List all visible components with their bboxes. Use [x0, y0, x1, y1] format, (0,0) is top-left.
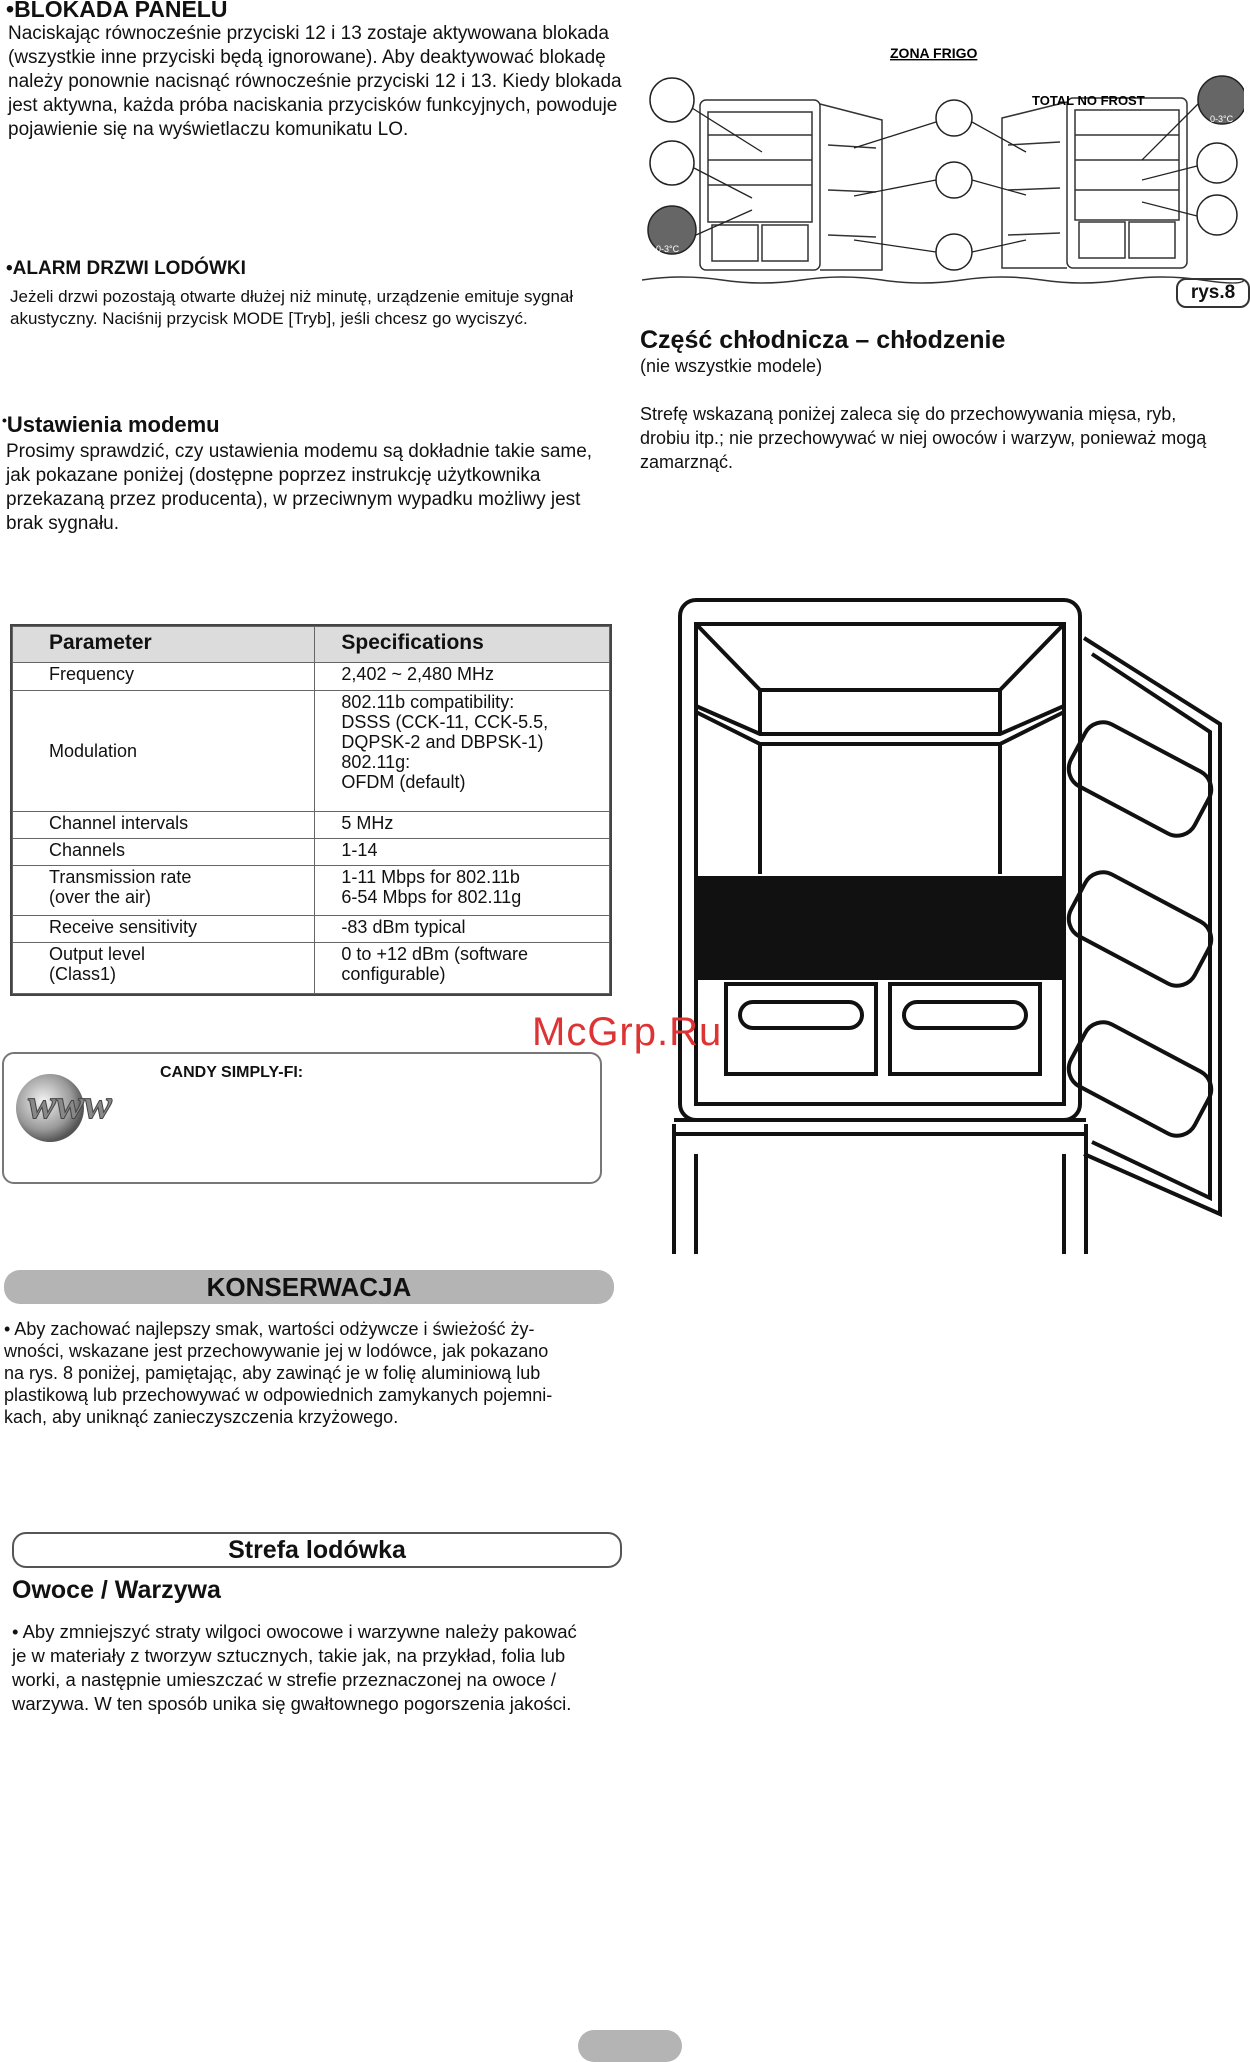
food-icon	[1197, 143, 1237, 183]
food-icon	[650, 141, 694, 185]
fridge-illustration	[640, 594, 1240, 1254]
modem-heading: •Ustawienia modemu	[2, 412, 220, 437]
strefa-paragraph	[12, 1620, 632, 1716]
alarm-paragraph	[10, 286, 630, 330]
www-globe-logo	[8, 1060, 158, 1150]
text-line: worki, a następnie umieszczać w strefie przeznaczonej na owoce /	[12, 1669, 556, 1690]
food-icon	[936, 100, 972, 136]
spec-cell: DSSS (CCK-11, CCK-5.5,	[341, 711, 549, 732]
table-header-row	[13, 627, 610, 663]
text-line: brak sygnału.	[6, 513, 120, 534]
header-specifications: Specifications	[315, 627, 610, 663]
czesc-heading: Część chłodnicza – chłodzenie	[640, 326, 1006, 354]
text-line: Naciskając równocześnie przyciski 12 i 13 zostaje aktywowana blokada	[8, 23, 609, 44]
table-row	[13, 943, 610, 994]
table-row	[13, 916, 610, 943]
spec-cell: 802.11b compatibility:	[341, 691, 515, 712]
table-row	[13, 690, 610, 811]
param-cell: Channel intervals	[49, 812, 189, 833]
text-line: należy ponownie nacisnąć równocześnie przyciski 12 i 13. Kiedy blokada	[8, 71, 622, 92]
konserwacja-heading: KONSERWACJA	[4, 1270, 614, 1304]
bullet-icon: •	[6, 258, 13, 279]
fruit-icon	[936, 234, 972, 270]
alarm-heading: •ALARM DRZWI LODÓWKI	[6, 258, 246, 279]
param-cell: Channels	[49, 839, 126, 860]
text-line: zamarznąć.	[640, 452, 734, 472]
spec-table-frame	[10, 624, 612, 996]
spec-cell: 2,402 ~ 2,480 MHz	[341, 664, 495, 685]
spec-cell: 5 MHz	[341, 812, 394, 833]
text-line: wności, wskazane jest przechowywanie jej w lodówce, jak pokazano	[4, 1341, 549, 1361]
text-line: Jeżeli drzwi pozostają otwarte dłużej niż minutę, urządzenie emituje sygnał	[10, 287, 574, 306]
total-no-frost-label: TOTAL NO FROST	[1032, 93, 1145, 108]
spec-cell: 1-14	[341, 839, 378, 860]
temp-label-right: 0-3°C	[1210, 114, 1234, 124]
text-line: kach, aby uniknąć zanieczyszczenia krzyżowego.	[4, 1407, 399, 1427]
strefa-subtitle: Owoce / Warzywa	[12, 1576, 221, 1604]
page-number-pill	[578, 2030, 682, 2062]
param-cell: Output level	[49, 944, 146, 965]
strefa-heading: Strefa lodówka	[12, 1532, 622, 1568]
spec-cell: 6-54 Mbps for 802.11g	[341, 886, 522, 907]
param-cell: Modulation	[49, 740, 138, 761]
czesc-paragraph	[640, 402, 1250, 474]
spec-cell: -83 dBm typical	[341, 917, 466, 938]
text-line: Prosimy sprawdzić, czy ustawienia modemu są dokładnie takie same,	[6, 441, 593, 462]
spec-table	[12, 626, 610, 994]
food-icon	[650, 78, 694, 122]
watermark-text: McGrp.Ru	[532, 1010, 723, 1054]
param-cell: (Class1)	[49, 964, 117, 985]
simplyfi-label: CANDY SIMPLY-FI:	[160, 1064, 304, 1081]
fridge-zones-figure	[642, 30, 1244, 300]
bottle-icon	[936, 162, 972, 198]
text-line: przekazaną przez producenta), w przeciwnym wypadku możliwy jest	[6, 489, 581, 510]
text-line: jak pokazane poniżej (dostępne poprzez instrukcję użytkownika	[6, 465, 541, 486]
param-cell: Frequency	[49, 664, 135, 685]
header-parameter: Parameter	[13, 627, 315, 663]
simplyfi-box	[2, 1052, 602, 1184]
text-line: • Aby zmniejszyć straty wilgoci owocowe i warzywne należy pakować	[12, 1621, 577, 1642]
blokada-paragraph	[8, 22, 628, 142]
text-line: Strefę wskazaną poniżej zaleca się do przechowywania mięsa, ryb,	[640, 404, 1177, 424]
param-cell: Transmission rate	[49, 866, 192, 887]
spec-cell: 802.11g:	[341, 751, 411, 772]
table-row	[13, 838, 610, 865]
text-line: jest aktywna, każda próba naciskania przycisków funkcyjnych, powoduje	[8, 95, 618, 116]
food-icon	[1197, 195, 1237, 235]
param-cell: (over the air)	[49, 886, 152, 907]
spec-cell: 1-11 Mbps for 802.11b	[341, 866, 520, 887]
figure-label: rys.8	[1176, 278, 1250, 308]
table-row	[13, 811, 610, 838]
text-line: • Aby zachować najlepszy smak, wartości odżywcze i świeżość ży-	[4, 1319, 535, 1339]
konserwacja-paragraph	[4, 1318, 624, 1428]
spec-cell: DQPSK-2 and DBPSK-1)	[341, 731, 544, 752]
spec-cell: configurable)	[341, 964, 446, 985]
modem-paragraph	[6, 440, 626, 536]
www-logo-text: www	[28, 1082, 113, 1128]
zona-frigo-label: ZONA FRIGO	[890, 45, 978, 61]
param-cell: Receive sensitivity	[49, 917, 198, 938]
spec-cell: OFDM (default)	[341, 771, 466, 792]
czesc-subtitle: (nie wszystkie modele)	[640, 356, 823, 376]
spec-cell: 0 to +12 dBm (software	[341, 944, 529, 965]
bullet-icon: •	[2, 412, 7, 428]
text-line: warzywa. W ten sposób unika się gwałtownego pogorszenia jakości.	[12, 1693, 572, 1714]
text-line: drobiu itp.; nie przechowywać w niej owoców i warzyw, ponieważ mogą	[640, 428, 1207, 448]
bullet-icon: •	[6, 0, 15, 22]
table-row	[13, 663, 610, 690]
temp-label-left: 0-3°C	[656, 244, 680, 254]
text-line: na rys. 8 poniżej, pamiętając, aby zawinąć je w folię aluminiową lub	[4, 1363, 541, 1383]
chill-zone	[698, 876, 1062, 980]
blokada-heading: •BLOKADA PANELU	[6, 0, 227, 23]
text-line: akustyczny. Naciśnij przycisk MODE [Tryb], jeśli chcesz go wyciszyć.	[10, 309, 528, 328]
text-line: (wszystkie inne przyciski będą ignorowane). Aby deaktywować blokadę	[8, 47, 606, 68]
text-line: plastikową lub przechowywać w odpowiednich zamykanych pojemni-	[4, 1385, 553, 1405]
text-line: pojawienie się na wyświetlaczu komunikatu LO.	[8, 119, 409, 140]
text-line: je w materiały z tworzyw sztucznych, takie jak, na przykład, folia lub	[12, 1645, 566, 1666]
table-row	[13, 865, 610, 916]
